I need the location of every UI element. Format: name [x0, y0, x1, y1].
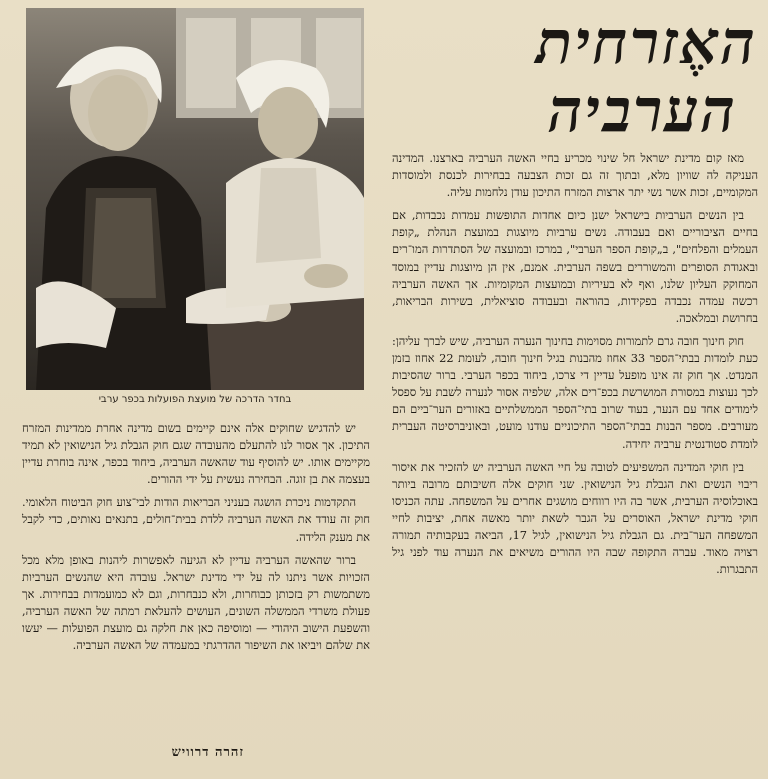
article-photo [26, 8, 364, 390]
paragraph: בין הנשים הערביות בישראל ישנן כיום אחדות התופשות עמדות נכבדות, אם בחיים הציבוריים ואם בעבודה. נשים ערביות מיוצגות במועצת הנהלת „קופת העמלים והפלחים", ב„קופת הספר הערבי", במרכז ובמועצה של הסתדרות המו־רים ובאגודת הסופרים והמשוררים בשפה הערבית. אמנם, אין הן מיוצגות עדיין במוסד המחוקק העליון שלנו, ואף לא בעיריות ובמועצות המקומיות. אך האשה הערביה רכשה עמדה נכבדה בפקידות, בהוראה ובעבודה סוציאלית, בשירות הבריאות, בחרושת ובמלאכה. [392, 208, 758, 325]
paragraph: חוק חינוך חובה גרם לתמורות מסוימות בחינוך הנערה הערביה, שיש לברך עליהן: כעת לומדות בבתי־הספר 33 אחוז מהבנות בגיל חינוך חובה, לעומת 22 אחוז בזמן המנדט. אך חוק זה אינו מופעל עדיין די צרכו, ביחוד בכפר הערבי. ברור שהסיבות לכך נעוצות במסורת המושרשת בכפ־רים אלה, שלפיה אסור לנערה לשבת על ספסל לימודים אחד עם הנער, בעוד שרוב בתי־הספר הממשלתיים באזורים הער־ביים הם מעורבים. מספר הבנות בבתי־הספר התיכוניים עודנו מועט, ובאוניברסיטה העברית לומדת סטודנטית ערביה יחידה. [392, 333, 758, 451]
right-text-column [392, 150, 758, 776]
photo-caption: בחדר הדרכה של מועצת הפועלות בכפר ערבי [98, 394, 292, 405]
left-text-column [22, 420, 370, 740]
paragraph: התקדמות ניכרת הושגה בעניני הבריאות הודות לבי־צוע חוק הביטוח הלאומי. חוק זה עודד את האשה הערביה ללדת בבית־חולים, בתנאים נאותים, כדי לקבל את מענק הלידה. [22, 495, 370, 544]
article-title [372, 8, 757, 148]
title-line-2: הערביה [547, 76, 737, 146]
paragraph: יש להדגיש שחוקים אלה אינם קיימים בשום מדינה אחרת ממדינות המזרח התיכון. אך אסור לנו להתעלם מהעובדה שגם חוק הגבלת גיל הנישואין לא תמיד מקיימים אותו. יש להוסיף עוד שהאשה הערביה, ביחוד בכפר, אינה בוחרת עדיין בעצמה את בן זוגה. הבחירה נעשית על ידי ההורים. [22, 421, 370, 487]
paragraph: ברור שהאשה הערביה עדיין לא הגיעה לאפשרות ליהנות באופן מלא מכל הזכויות אשר ניתנו לה על ידי מדינת ישראל. עובדה היא שהנשים הערביות משתמשות רק בזכותן כבוחרות, ולא כנבחרות, וגם לא כמועמדות בבחירות. אך פעולת משרדי הממשלה השונים, העושים להעלאת רמתה של האשה הערביה, והשפעת הישוב היהודי — ומוסיפה כאן את חלקה גם מועצת הפועלות — יעשו את שלהם ויביאו את השיפור ההדרגתי במעמדה של האשה הערביה. [22, 552, 370, 653]
paragraph: מאז קום מדינת ישראל חל שינוי מכריע בחיי האשה הערביה בארצנו. המדינה העניקה לה שוויון מלא, ובתוך זה גם זכות הצבעה בבחירות לכנסת ולמוסדות המקומיים, זכות אשר נשי יתר ארצות המזרח התיכון עודן נלחמות עליה. [392, 151, 758, 200]
photo-illustration [26, 8, 364, 390]
title-line-1: האֶזרחית [535, 8, 757, 78]
paragraph: בין חוקי המדינה המשפיעים לטובה על חיי האשה הערביה יש להזכיר את איסור ריבוי הנשים ואת הגבלת גיל הנישואין. שני חוקים אלה חשיבותם מרובה ביותר באוכלוסיה הערבית, אשר בה היו רווחים מושגים אחרים על המשפחה. עתה הכניסו חוקי מדינת ישראל, האוסרים על הגבר לשאת יותר מאשה אחת, יציבות לחיי המשפחה הער־בית. גם הגבלת גיל הנישואין, לגיל 17, הביאה בעקבותיה תמורה רצויה מאוד. עברה התקופה שבה היו ההורים משיאים את הנערה עוד לפני גיל התבגרות. [392, 459, 758, 577]
author-signature: זהרה דרוויש [171, 745, 244, 760]
